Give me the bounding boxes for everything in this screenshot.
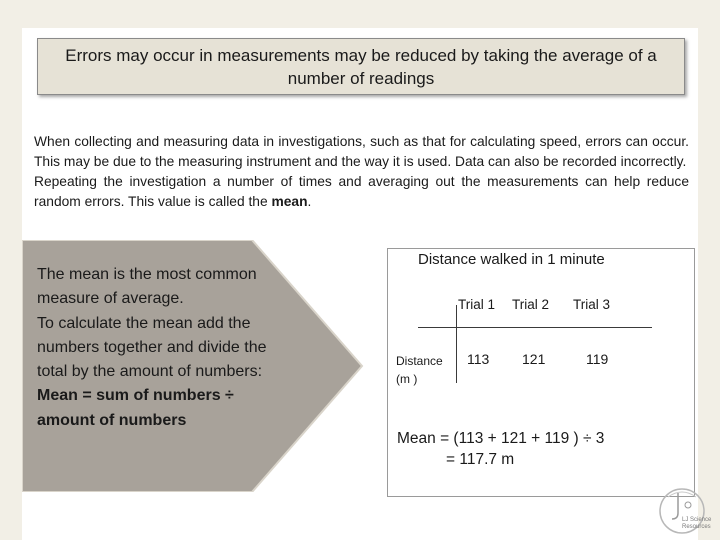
- intro-paragraph-2-suffix: .: [307, 194, 312, 209]
- slide-frame-top: [0, 0, 720, 28]
- mean-keyword: mean: [271, 194, 308, 209]
- intro-text: [34, 132, 689, 212]
- intro-paragraph-2: [34, 172, 689, 212]
- mean-instructions: To calculate the mean add the numbers together and divide the total by the amount of numbers:: [37, 314, 267, 381]
- slide-title: Errors may occur in measurements may be reduced by taking the average of a number of readings: [65, 45, 657, 88]
- table-vertical-rule: [456, 305, 457, 383]
- mean-calculation: Mean = (113 + 121 + 119 ) ÷ 3: [397, 430, 605, 447]
- slide-frame-right: [698, 0, 720, 540]
- value-trial-3: 119: [586, 351, 609, 367]
- value-trial-1: 113: [467, 351, 490, 367]
- table-caption: Distance walked in 1 minute: [418, 251, 605, 268]
- table-horizontal-rule: [418, 327, 652, 328]
- mean-formula: Mean = sum of numbers ÷ amount of numbers: [37, 387, 234, 429]
- value-trial-2: 121: [522, 351, 546, 367]
- header-trial-1: Trial 1: [458, 297, 496, 312]
- header-trial-2: Trial 2: [512, 297, 550, 312]
- intro-paragraph-1: When collecting and measuring data in investigations, such as that for calculating speed, errors can occur. This may be due to the measuring instrument and the way it is used. Data can also be recorded incorrectly.: [34, 134, 689, 169]
- slide-frame-left: [0, 0, 22, 540]
- logo-text: LJ Science Resources: [682, 517, 712, 530]
- row-label-distance: [396, 352, 443, 388]
- mean-result: = 117.7 m: [446, 451, 515, 468]
- intro-paragraph-2-prefix: Repeating the investigation a number of times and averaging out the measurements can help reduce random errors. This value is called the: [34, 174, 689, 209]
- row-label-line-2: (m ): [396, 372, 418, 386]
- header-trial-3: Trial 3: [573, 297, 611, 312]
- mean-explanation: [37, 263, 277, 433]
- mean-definition: The mean is the most common measure of average.: [37, 266, 257, 308]
- slide-title-box: [37, 38, 685, 95]
- row-label-line-1: Distance: [396, 354, 443, 368]
